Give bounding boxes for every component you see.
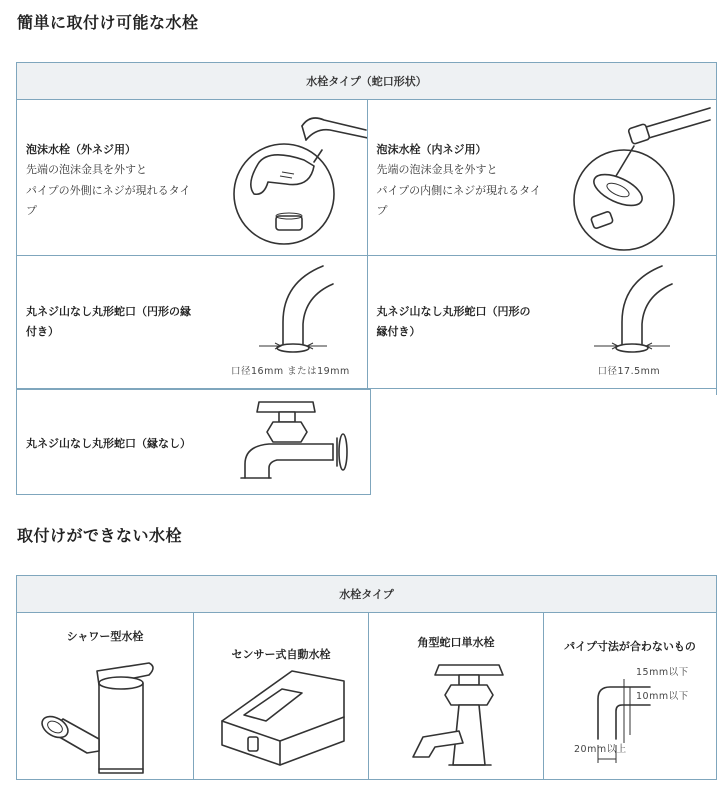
faucet-title-line: 丸ネジ山なし丸形蛇口（円形の縁 <box>26 305 191 318</box>
round-faucet-no-rim-illustration <box>237 398 367 488</box>
faucet-title-line: 付き） <box>26 325 59 338</box>
faucet-cell-round-rim <box>17 256 367 388</box>
faucet-title: シャワー型水栓 <box>66 630 144 643</box>
dimension-label: 15mm以下 <box>636 667 689 678</box>
faucet-cell-round-no-rim <box>16 389 371 495</box>
square-faucet-illustration <box>399 651 529 776</box>
faucet-desc-line: パイプの内側にネジが現れるタイ <box>376 184 541 197</box>
table-header: 水栓タイプ <box>17 576 716 613</box>
sensor-faucet-illustration <box>214 663 354 773</box>
table-row <box>17 613 716 780</box>
table-row <box>17 100 716 256</box>
faucet-cell-sensor <box>193 613 368 780</box>
table-header: 水栓タイプ（蛇口形状） <box>17 63 716 100</box>
faucet-cell-foam-inner <box>367 100 717 255</box>
faucet-title: 泡沫水栓（内ネジ用） <box>376 143 487 156</box>
faucet-title: 角型蛇口単水栓 <box>417 636 495 649</box>
table-row <box>17 256 716 389</box>
faucet-title: センサー式自動水栓 <box>231 648 331 661</box>
faucet-desc-line: 先端の泡沫金具を外すと <box>26 163 147 176</box>
faucet-desc-line: プ <box>26 204 37 217</box>
dimension-label: 20mm以上 <box>574 744 627 755</box>
faucet-cell-pipe-size <box>543 613 716 780</box>
dimension-label: 口径16mm または19mm <box>231 366 350 377</box>
shower-faucet-illustration <box>33 643 183 779</box>
dimension-label: 口径17.5mm <box>597 366 661 377</box>
faucet-cell-square <box>368 613 543 780</box>
section-title-installable: 簡単に取付け可能な水栓 <box>17 13 199 32</box>
dimension-label: 10mm以下 <box>636 691 689 702</box>
faucet-title: 丸ネジ山なし丸形蛇口（縁なし） <box>26 437 191 450</box>
round-faucet-rim-illustration-2 <box>592 262 702 362</box>
faucet-desc-line: プ <box>376 204 388 217</box>
faucet-title: パイプ寸法が合わないもの <box>564 640 696 653</box>
faucet-title-line: 縁付き） <box>376 325 421 338</box>
section-title-not-installable: 取付けができない水栓 <box>17 526 183 545</box>
faucet-cell-foam-outer <box>17 100 367 255</box>
faucet-title: 泡沫水栓（外ネジ用） <box>26 143 136 156</box>
installable-faucet-table <box>16 62 717 395</box>
foam-faucet-inner-illustration <box>564 106 714 256</box>
faucet-cell-round-rim-2 <box>367 256 717 388</box>
faucet-desc-line: 先端の泡沫金具を外すと <box>376 163 498 176</box>
not-installable-faucet-table <box>16 575 717 780</box>
faucet-desc-line: パイプの外側にネジが現れるタイ <box>26 184 191 197</box>
foam-faucet-outer-illustration <box>222 106 367 256</box>
faucet-title-line: 丸ネジ山なし丸形蛇口（円形の <box>376 305 531 318</box>
faucet-cell-shower <box>17 613 193 780</box>
round-faucet-rim-illustration <box>257 262 357 362</box>
